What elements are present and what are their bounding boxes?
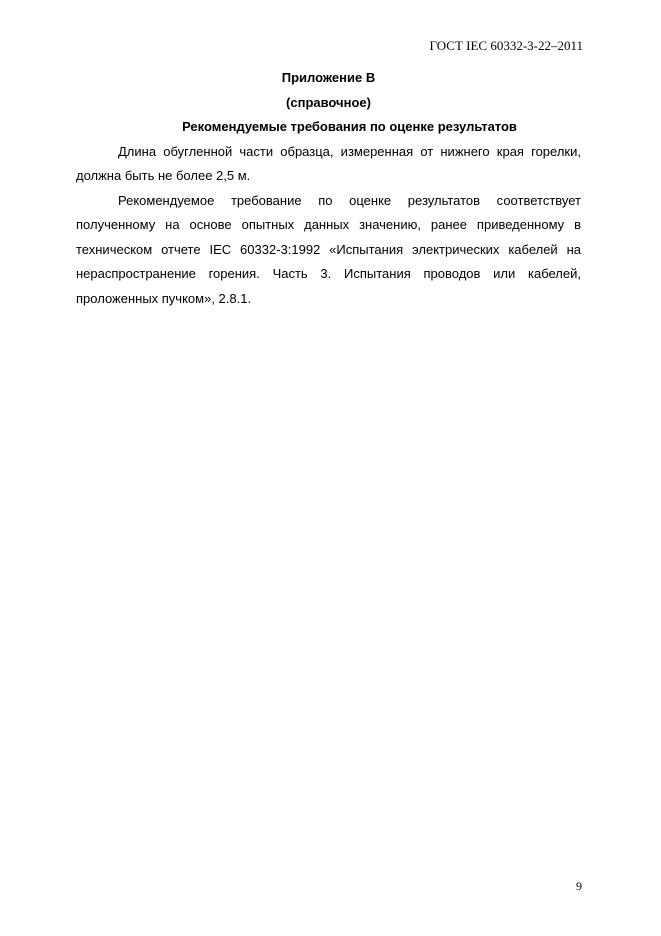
document-content (76, 66, 581, 311)
appendix-title: Рекомендуемые требования по оценке результатов (182, 119, 517, 134)
appendix-type: (справочное) (286, 94, 371, 110)
document-code: ГОСТ IEC 60332-3-22–2011 (429, 38, 583, 53)
page-number: 9 (576, 879, 582, 893)
paragraph-requirement-note: Рекомендуемое требование по оценке результатов соответствует полученному на основе опытных данных значению, ранее приведенному в техническом отчете IEC 60332-3:1992 «Испытания электрических кабелей на нераспространение горения. Часть 3. Испытания проводов или кабелей, проложенных пучком», 2.8.1. (76, 192, 581, 306)
appendix-label: Приложение В (281, 70, 376, 85)
paragraph-char-length: Длина обугленной части образца, измеренная от нижнего края горелки, должна быть не более 2,5 м. (76, 143, 581, 183)
